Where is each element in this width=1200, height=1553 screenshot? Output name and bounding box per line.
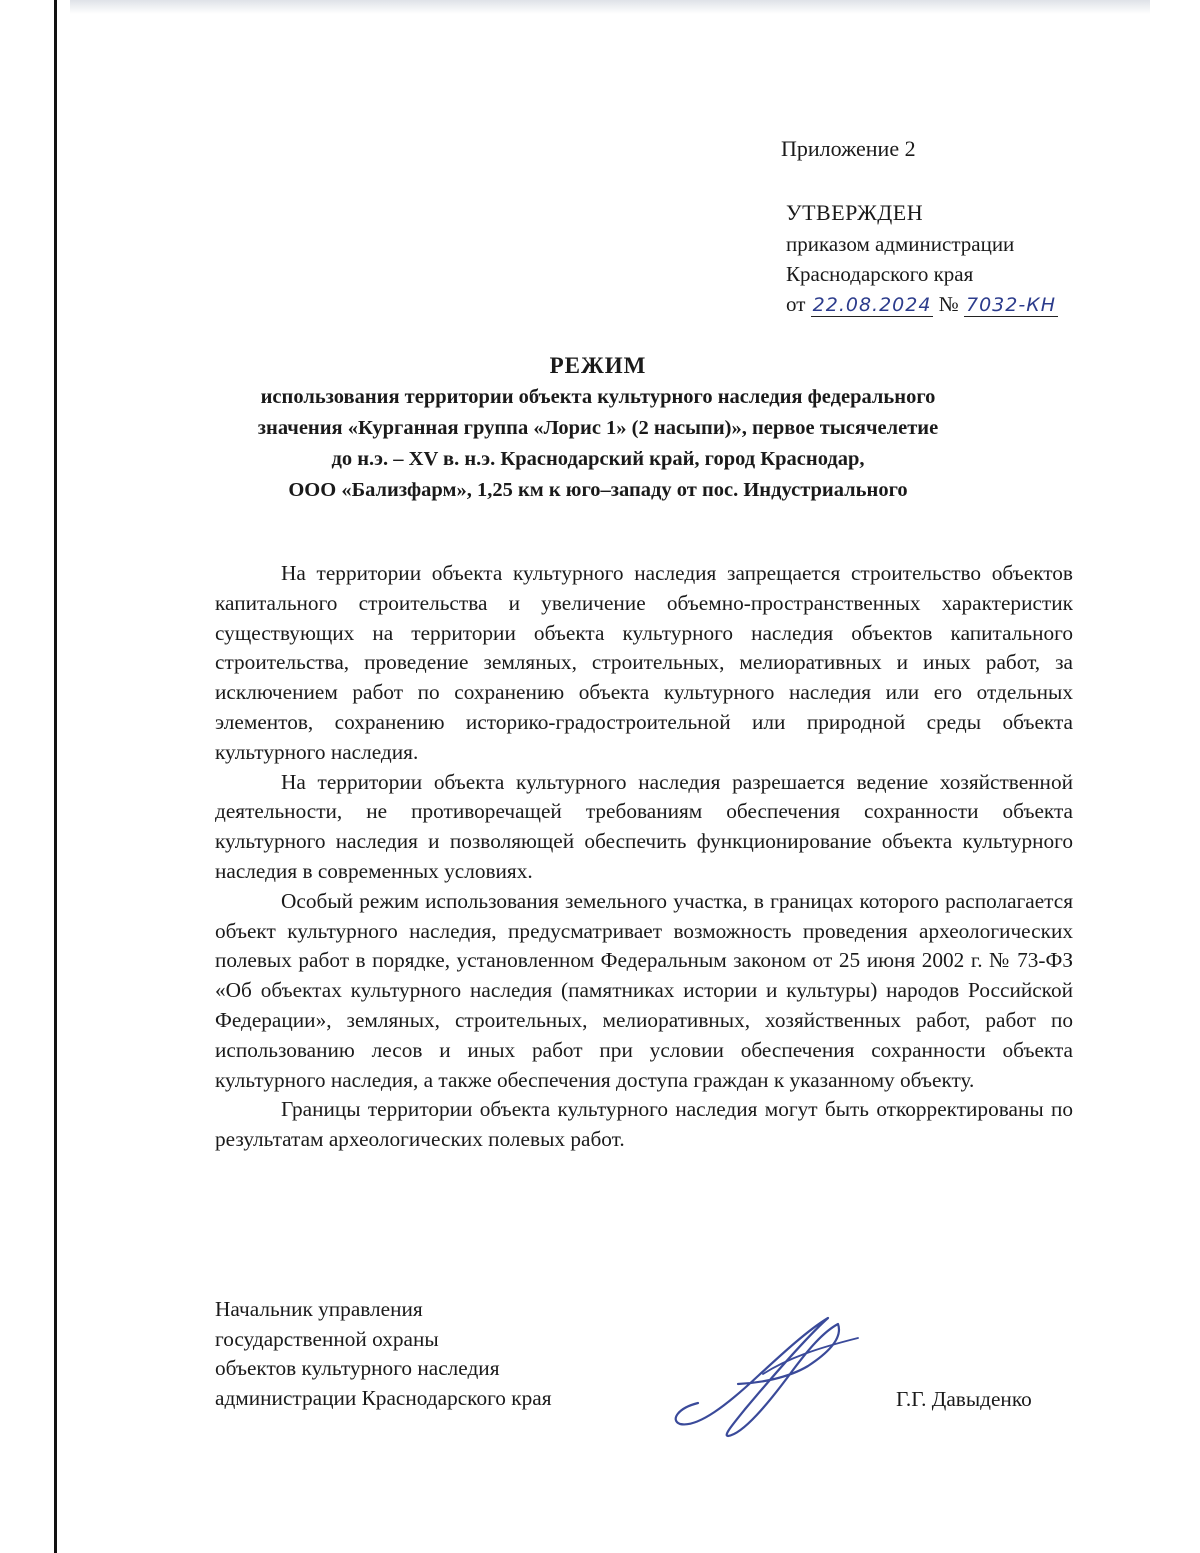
title-line: значения «Курганная группа «Лорис 1» (2 насыпи)», первое тысячелетие [257,417,939,439]
signoff-position [215,1295,552,1413]
number-prefix: № [938,292,959,316]
title-line: ООО «Бализфарм», 1,25 км к юго–западу от пос. Индустриального [288,479,908,501]
handwritten-number: 7032-КН [966,294,1056,316]
signer-name: Г.Г. Давыденко [896,1387,1032,1411]
title-line: использования территории объекта культурного наследия федерального [260,386,936,408]
document-title [140,350,1056,506]
approval-block [786,198,1058,320]
title-line: до н.э. – XV в. н.э. Краснодарский край, город Краснодар, [331,448,865,470]
body-paragraph-4: Границы территории объекта культурного наследия могут быть откорректированы по результатам археологических полевых работ. [215,1097,1073,1152]
approved-stamp-text: УТВЕРЖДЕН [786,200,924,225]
appendix-label: Приложение 2 [781,136,916,161]
handwritten-date: 22.08.2024 [812,294,932,316]
approval-line-1: приказом администрации [786,232,1015,256]
signoff-line: объектов культурного наследия [215,1356,500,1381]
document-body [215,559,1073,1155]
body-paragraph-2: На территории объекта культурного наследия разрешается ведение хозяйственной деятельности, не противоречащей требованиям обеспечения сохранности объекта культурного наследия и позволяющей обеспечить функционирование объекта культурного наследия в современных условиях. [215,769,1073,883]
title-heading: РЕЖИМ [549,353,647,378]
approval-date-line [786,289,1058,320]
date-prefix: от [786,292,806,316]
signoff-line: Начальник управления [215,1297,423,1321]
signoff-line: администрации Краснодарского края [215,1385,552,1410]
signoff-line: государственной охраны [215,1326,439,1351]
approval-line-2: Краснодарского края [786,262,974,286]
handwritten-signature [668,1308,868,1443]
page-edge-shadow [54,0,57,1553]
scan-top-artifact [70,0,1150,14]
body-paragraph-1: На территории объекта культурного наследия запрещается строительство объектов капитального строительства и увеличение объемно-пространственных характеристик существующих на территории объекта культурного наследия объектов капитального строительства, проведение земляных, строительных, мелиоративных и иных работ, за исключением работ по сохранению объекта культурного наследия или его отдельных элементов, сохранению историко-градостроительной или природной среды объекта культурного наследия. [215,561,1073,764]
body-paragraph-3: Особый режим использования земельного участка, в границах которого располагается объект культурного наследия, предусматривает возможность проведения археологических полевых работ в порядке, установленном Федеральным законом от 25 июня 2002 г. № 73-ФЗ «Об объектах культурного наследия (памятниках истории и культуры) народов Российской Федерации», земляных, строительных, мелиоративных, хозяйственных работ, работ по использованию лесов и иных работ при условии обеспечения сохранности объекта культурного наследия, а также обеспечения доступа граждан к указанному объекту. [215,888,1073,1092]
